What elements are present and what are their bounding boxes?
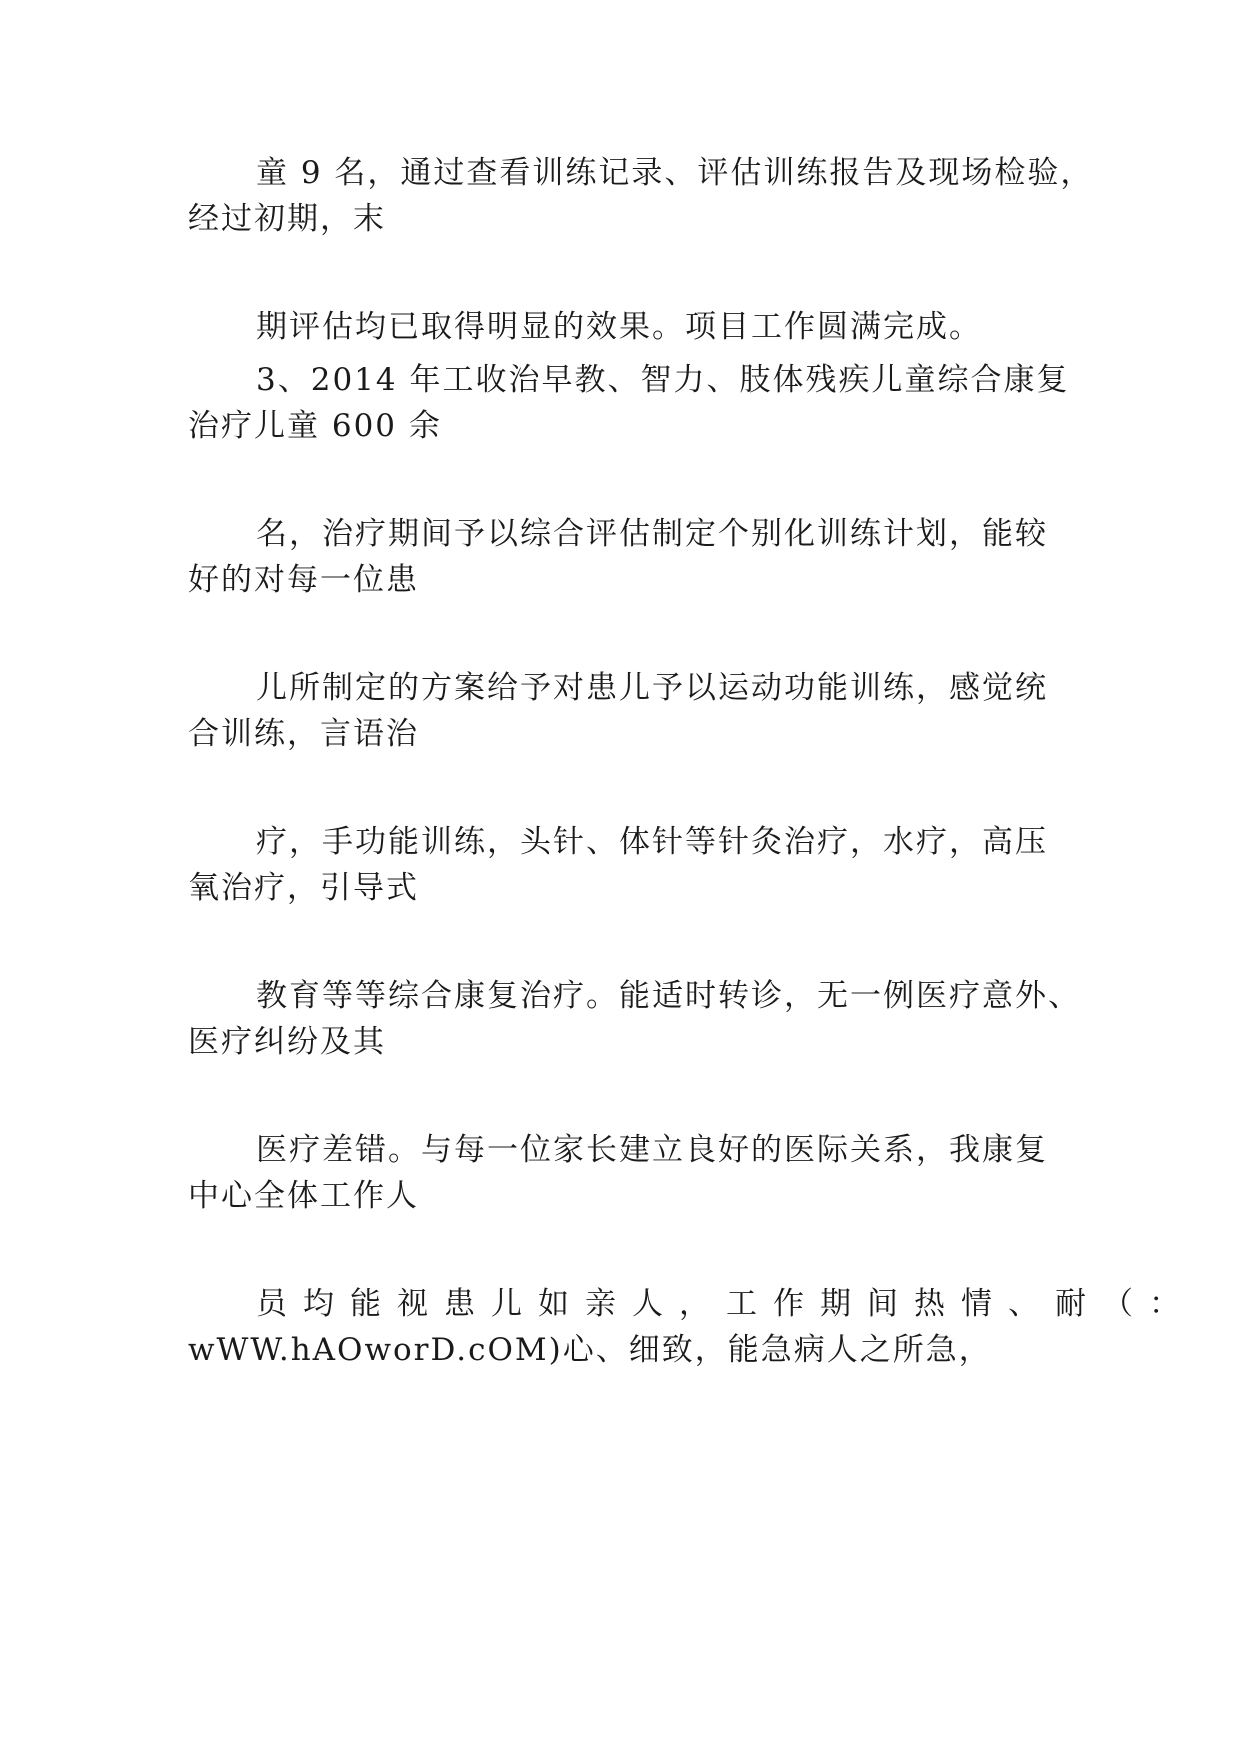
paragraph-8-line-2: 中心全体工作人: [188, 1178, 419, 1214]
paragraph-6-line-1: 疗，手功能训练，头针、体针等针灸治疗，水疗，高压: [256, 824, 1048, 860]
paragraph-7-line-1: 教育等等综合康复治疗。能适时转诊，无一例医疗意外、: [256, 978, 1081, 1014]
paragraph-5-line-1: 儿所制定的方案给予对患儿予以运动功能训练，感觉统: [256, 670, 1048, 706]
paragraph-5-line-2: 合训练，言语治: [188, 716, 419, 752]
paragraph-7-line-2: 医疗纠纷及其: [188, 1024, 386, 1060]
paragraph-3-line-2: 治疗儿童 600 余: [188, 408, 442, 444]
paragraph-9-line-1: 员均能视患儿如亲人，工作期间热情、耐（：: [256, 1286, 1196, 1322]
paragraph-3-line-1: 3、2014 年工收治早教、智力、肢体残疾儿童综合康复: [256, 362, 1070, 398]
paragraph-1-line-1: 童 9 名，通过查看训练记录、评估训练报告及现场检验，: [256, 155, 1094, 191]
paragraph-9-line-2: wWW.hAOworD.cOM)心、细致，能急病人之所急，: [188, 1332, 992, 1368]
paragraph-4-line-1: 名，治疗期间予以综合评估制定个别化训练计划，能较: [256, 516, 1048, 552]
paragraph-2-line-1: 期评估均已取得明显的效果。项目工作圆满完成。: [256, 309, 982, 345]
paragraph-8-line-1: 医疗差错。与每一位家长建立良好的医际关系，我康复: [256, 1132, 1048, 1168]
paragraph-1-line-2: 经过初期，末: [188, 201, 386, 237]
paragraph-4-line-2: 好的对每一位患: [188, 562, 419, 598]
paragraph-6-line-2: 氧治疗，引导式: [188, 870, 419, 906]
